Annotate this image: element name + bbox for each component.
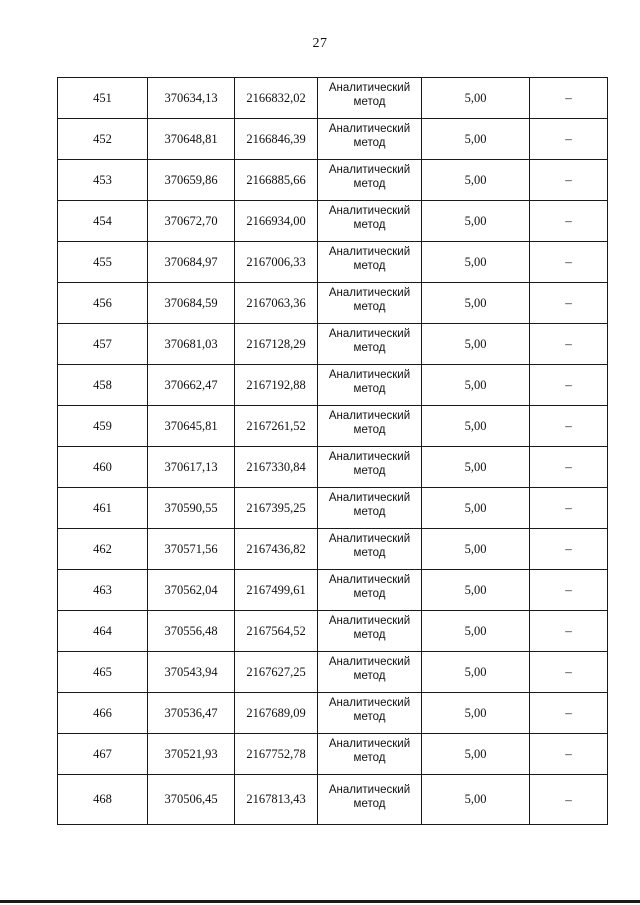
note-cell (530, 406, 608, 447)
point-number-cell: 452 (58, 119, 148, 160)
table-row (58, 78, 608, 119)
method-cell (318, 160, 422, 201)
y-coordinate-cell: 2167128,29 (235, 324, 318, 365)
method-text: Аналитический метод (328, 205, 411, 231)
point-number-cell: 451 (58, 78, 148, 119)
accuracy-cell: 5,00 (422, 201, 530, 242)
x-coordinate-cell: 370536,47 (148, 693, 235, 734)
point-number-cell: 467 (58, 734, 148, 775)
accuracy-cell: 5,00 (422, 406, 530, 447)
point-number-cell: 458 (58, 365, 148, 406)
x-coordinate-cell: 370672,70 (148, 201, 235, 242)
method-text: Аналитический метод (328, 82, 411, 108)
method-text: Аналитический метод (328, 533, 411, 559)
note-cell (530, 324, 608, 365)
accuracy-cell: 5,00 (422, 488, 530, 529)
method-text: Аналитический метод (328, 656, 411, 682)
y-coordinate-cell: 2167813,43 (235, 775, 318, 825)
x-coordinate-cell: 370681,03 (148, 324, 235, 365)
method-text: Аналитический метод (328, 369, 411, 395)
x-coordinate-cell: 370617,13 (148, 447, 235, 488)
point-number-cell: 454 (58, 201, 148, 242)
method-text: Аналитический метод (328, 574, 411, 600)
note-text: – (565, 664, 572, 679)
accuracy-cell: 5,00 (422, 242, 530, 283)
x-coordinate-cell: 370571,56 (148, 529, 235, 570)
table-row (58, 242, 608, 283)
method-cell (318, 529, 422, 570)
y-coordinate-cell: 2166934,00 (235, 201, 318, 242)
table-row (58, 693, 608, 734)
accuracy-cell: 5,00 (422, 611, 530, 652)
method-cell (318, 242, 422, 283)
y-coordinate-cell: 2167564,52 (235, 611, 318, 652)
point-number-cell: 463 (58, 570, 148, 611)
note-text: – (565, 377, 572, 392)
y-coordinate-cell: 2167752,78 (235, 734, 318, 775)
note-cell (530, 488, 608, 529)
x-coordinate-cell: 370562,04 (148, 570, 235, 611)
x-coordinate-cell: 370659,86 (148, 160, 235, 201)
note-cell (530, 693, 608, 734)
accuracy-cell: 5,00 (422, 652, 530, 693)
table-row (58, 447, 608, 488)
y-coordinate-cell: 2167063,36 (235, 283, 318, 324)
table-row (58, 488, 608, 529)
table-row (58, 775, 608, 825)
bottom-divider (0, 900, 640, 903)
table-row (58, 406, 608, 447)
x-coordinate-cell: 370590,55 (148, 488, 235, 529)
table-row (58, 611, 608, 652)
accuracy-cell: 5,00 (422, 570, 530, 611)
method-cell (318, 734, 422, 775)
note-text: – (565, 172, 572, 187)
note-text: – (565, 705, 572, 720)
page-number: 27 (312, 36, 328, 51)
table-row (58, 529, 608, 570)
note-cell (530, 160, 608, 201)
note-cell (530, 365, 608, 406)
table-row (58, 324, 608, 365)
y-coordinate-cell: 2167499,61 (235, 570, 318, 611)
method-cell (318, 693, 422, 734)
y-coordinate-cell: 2166832,02 (235, 78, 318, 119)
method-cell (318, 201, 422, 242)
accuracy-cell: 5,00 (422, 78, 530, 119)
method-text: Аналитический метод (328, 783, 411, 810)
accuracy-cell: 5,00 (422, 365, 530, 406)
note-cell (530, 201, 608, 242)
note-text: – (565, 213, 572, 228)
point-number-cell: 455 (58, 242, 148, 283)
accuracy-cell: 5,00 (422, 529, 530, 570)
y-coordinate-cell: 2167330,84 (235, 447, 318, 488)
x-coordinate-cell: 370662,47 (148, 365, 235, 406)
note-cell (530, 242, 608, 283)
method-cell (318, 406, 422, 447)
x-coordinate-cell: 370684,59 (148, 283, 235, 324)
x-coordinate-cell: 370506,45 (148, 775, 235, 825)
point-number-cell: 453 (58, 160, 148, 201)
accuracy-cell: 5,00 (422, 447, 530, 488)
x-coordinate-cell: 370521,93 (148, 734, 235, 775)
method-text: Аналитический метод (328, 287, 411, 313)
method-cell (318, 611, 422, 652)
note-text: – (565, 746, 572, 761)
point-number-cell: 459 (58, 406, 148, 447)
note-cell (530, 447, 608, 488)
note-text: – (565, 791, 572, 807)
table-row (58, 119, 608, 160)
point-number-cell: 460 (58, 447, 148, 488)
method-text: Аналитический метод (328, 164, 411, 190)
method-text: Аналитический метод (328, 328, 411, 354)
note-text: – (565, 336, 572, 351)
accuracy-cell: 5,00 (422, 693, 530, 734)
method-text: Аналитический метод (328, 615, 411, 641)
x-coordinate-cell: 370543,94 (148, 652, 235, 693)
x-coordinate-cell: 370648,81 (148, 119, 235, 160)
point-number-cell: 461 (58, 488, 148, 529)
accuracy-cell: 5,00 (422, 734, 530, 775)
note-text: – (565, 623, 572, 638)
method-text: Аналитический метод (328, 246, 411, 272)
method-text: Аналитический метод (328, 123, 411, 149)
accuracy-cell: 5,00 (422, 160, 530, 201)
point-number-cell: 462 (58, 529, 148, 570)
table-row (58, 652, 608, 693)
method-cell (318, 652, 422, 693)
method-cell (318, 775, 422, 825)
method-cell (318, 78, 422, 119)
note-cell (530, 119, 608, 160)
y-coordinate-cell: 2167192,88 (235, 365, 318, 406)
table-row (58, 365, 608, 406)
method-text: Аналитический метод (328, 738, 411, 764)
note-text: – (565, 459, 572, 474)
y-coordinate-cell: 2166846,39 (235, 119, 318, 160)
method-cell (318, 447, 422, 488)
note-cell (530, 529, 608, 570)
table-row (58, 570, 608, 611)
note-cell (530, 652, 608, 693)
y-coordinate-cell: 2167627,25 (235, 652, 318, 693)
table-row (58, 283, 608, 324)
y-coordinate-cell: 2167261,52 (235, 406, 318, 447)
note-text: – (565, 254, 572, 269)
method-cell (318, 283, 422, 324)
point-number-cell: 465 (58, 652, 148, 693)
note-cell (530, 775, 608, 825)
table-row (58, 201, 608, 242)
table-row (58, 160, 608, 201)
method-cell (318, 488, 422, 529)
method-text: Аналитический метод (328, 410, 411, 436)
x-coordinate-cell: 370645,81 (148, 406, 235, 447)
note-text: – (565, 500, 572, 515)
note-cell (530, 283, 608, 324)
note-text: – (565, 90, 572, 105)
accuracy-cell: 5,00 (422, 119, 530, 160)
note-text: – (565, 418, 572, 433)
method-text: Аналитический метод (328, 451, 411, 477)
x-coordinate-cell: 370556,48 (148, 611, 235, 652)
y-coordinate-cell: 2167006,33 (235, 242, 318, 283)
note-cell (530, 611, 608, 652)
accuracy-cell: 5,00 (422, 283, 530, 324)
point-number-cell: 466 (58, 693, 148, 734)
y-coordinate-cell: 2166885,66 (235, 160, 318, 201)
y-coordinate-cell: 2167436,82 (235, 529, 318, 570)
method-cell (318, 365, 422, 406)
x-coordinate-cell: 370634,13 (148, 78, 235, 119)
note-text: – (565, 582, 572, 597)
note-cell (530, 78, 608, 119)
note-text: – (565, 295, 572, 310)
point-number-cell: 457 (58, 324, 148, 365)
coordinates-table (57, 77, 608, 825)
method-cell (318, 570, 422, 611)
table-body (58, 78, 608, 825)
y-coordinate-cell: 2167395,25 (235, 488, 318, 529)
point-number-cell: 456 (58, 283, 148, 324)
point-number-cell: 464 (58, 611, 148, 652)
note-text: – (565, 131, 572, 146)
note-text: – (565, 541, 572, 556)
accuracy-cell: 5,00 (422, 775, 530, 825)
method-cell (318, 119, 422, 160)
method-text: Аналитический метод (328, 697, 411, 723)
note-cell (530, 734, 608, 775)
method-cell (318, 324, 422, 365)
y-coordinate-cell: 2167689,09 (235, 693, 318, 734)
accuracy-cell: 5,00 (422, 324, 530, 365)
point-number-cell: 468 (58, 775, 148, 825)
table-row (58, 734, 608, 775)
note-cell (530, 570, 608, 611)
x-coordinate-cell: 370684,97 (148, 242, 235, 283)
method-text: Аналитический метод (328, 492, 411, 518)
